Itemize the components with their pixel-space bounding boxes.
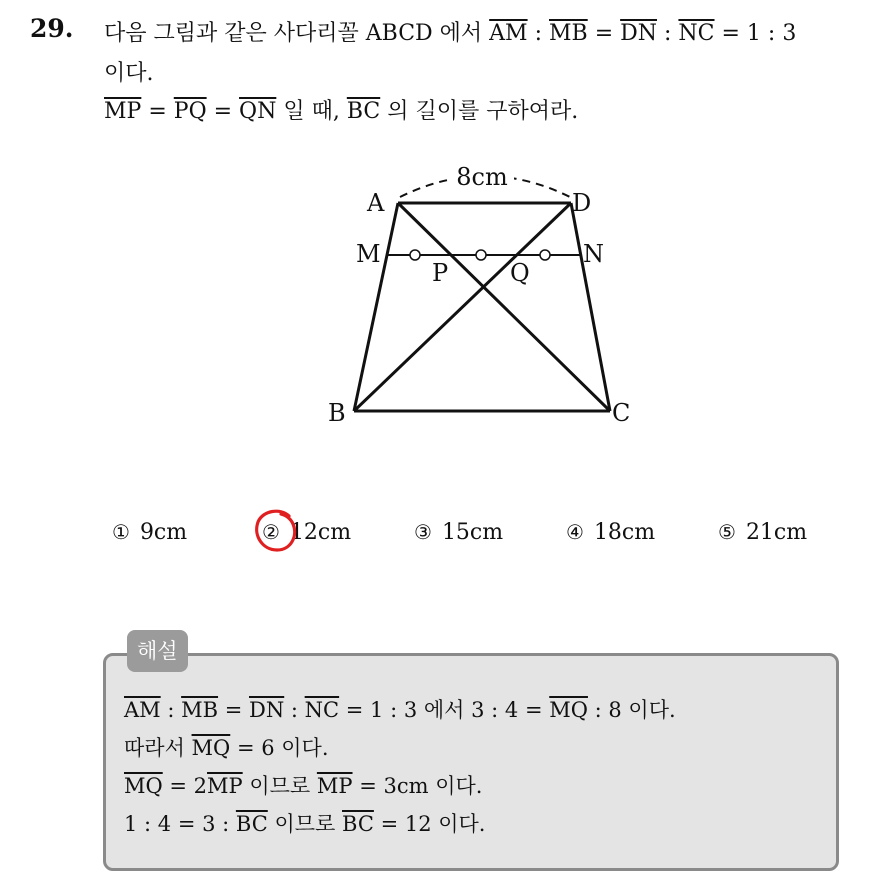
- equal-tick-2: [476, 250, 486, 260]
- segment-bc: $\overline{BC}$: [342, 812, 374, 836]
- choice-mark: ④: [566, 520, 584, 544]
- segment-nc: $\overline{NC}$: [678, 21, 715, 46]
- choice-5[interactable]: [718, 520, 807, 545]
- point-c-label: C: [612, 399, 631, 427]
- equals: =: [218, 698, 249, 722]
- equals: =: [141, 99, 174, 124]
- solution-text: = 3cm 이다.: [352, 774, 483, 798]
- choice-mark: ②: [262, 520, 280, 544]
- point-a-label: A: [367, 189, 385, 217]
- colon: :: [284, 698, 305, 722]
- segment-mb: $\overline{MB}$: [549, 21, 588, 46]
- solution-text: = 1 : 3 에서 3 : 4 =: [339, 698, 550, 722]
- segment-bc: $\overline{BC}$: [346, 99, 381, 124]
- choice-mark: ①: [112, 520, 130, 544]
- diagonal-bd: [354, 203, 571, 411]
- trapezoid-figure: [320, 155, 650, 445]
- segment-pq: $\overline{PQ}$: [173, 99, 207, 124]
- choice-text: 9cm: [139, 520, 188, 545]
- question-line-3: [104, 94, 578, 125]
- choice-1[interactable]: [112, 520, 187, 545]
- solution-text: 이므로: [242, 774, 317, 798]
- equals: =: [587, 21, 621, 46]
- choice-text: 15cm: [441, 520, 504, 545]
- segment-am: $\overline{AM}$: [124, 698, 161, 722]
- segment-mq: $\overline{MQ}$: [124, 774, 163, 798]
- choice-mark: ③: [414, 520, 432, 544]
- answer-choices: [0, 516, 884, 556]
- segment-dn: $\overline{DN}$: [249, 698, 285, 722]
- equal-tick-3: [540, 250, 550, 260]
- segment-bc: $\overline{BC}$: [235, 812, 268, 836]
- point-m-label: M: [356, 240, 381, 268]
- segment-mp: $\overline{MP}$: [104, 99, 142, 124]
- choice-4[interactable]: [566, 520, 655, 545]
- segment-mp: $\overline{MP}$: [207, 774, 243, 798]
- solution-box: [103, 653, 839, 871]
- correct-answer-circle-icon: [251, 506, 301, 556]
- segment-dn: $\overline{DN}$: [620, 21, 658, 46]
- choice-text: 12cm: [289, 520, 352, 545]
- choice-3[interactable]: [414, 520, 503, 545]
- segment-mb: $\overline{MB}$: [181, 698, 219, 722]
- segment-nc: $\overline{NC}$: [304, 698, 340, 722]
- colon: :: [160, 698, 182, 722]
- segment-qn: $\overline{QN}$: [239, 99, 277, 124]
- solution-text: : 8 이다.: [587, 698, 676, 722]
- colon: :: [657, 21, 679, 46]
- point-b-label: B: [328, 399, 346, 427]
- solution-text: 1 : 4 = 3 :: [124, 812, 236, 836]
- question-number: 29.: [30, 14, 74, 43]
- solution-text: = 2: [162, 774, 208, 798]
- solution-text: 따라서: [124, 736, 192, 760]
- equal-tick-1: [410, 250, 420, 260]
- solution-line-1: [124, 694, 676, 724]
- side-ab: [354, 203, 398, 411]
- solution-line-2: [124, 732, 329, 762]
- solution-tag: 해설: [127, 630, 188, 672]
- solution-text: = 12 이다.: [373, 812, 486, 836]
- solution-text: = 6 이다.: [230, 736, 329, 760]
- solution-line-4: [124, 808, 485, 838]
- point-p-label: P: [432, 259, 449, 287]
- point-n-label: N: [583, 240, 604, 268]
- ratio-text: = 1 : 3: [714, 21, 797, 46]
- equals: =: [206, 99, 240, 124]
- solution-line-3: [124, 770, 482, 800]
- choice-mark: ⑤: [718, 520, 736, 544]
- segment-mp: $\overline{MP}$: [316, 774, 353, 798]
- solution-text: 이므로: [267, 812, 342, 836]
- point-d-label: D: [572, 189, 592, 217]
- question-line-1: [104, 16, 796, 47]
- question-text: 다음 그림과 같은 사다리꼴 ABCD 에서: [104, 21, 490, 46]
- segment-mq: $\overline{MQ}$: [549, 698, 588, 722]
- segment-mq: $\overline{MQ}$: [191, 736, 231, 760]
- colon: :: [527, 21, 549, 46]
- question-text: 일 때,: [276, 99, 347, 124]
- segment-am: $\overline{AM}$: [489, 21, 528, 46]
- question-text: 의 길이를 구하여라.: [380, 99, 579, 124]
- top-length-label: 8cm: [456, 163, 508, 191]
- choice-text: 21cm: [745, 520, 808, 545]
- point-q-label: Q: [510, 259, 530, 287]
- choice-text: 18cm: [593, 520, 656, 545]
- question-line-2: 이다.: [104, 61, 154, 86]
